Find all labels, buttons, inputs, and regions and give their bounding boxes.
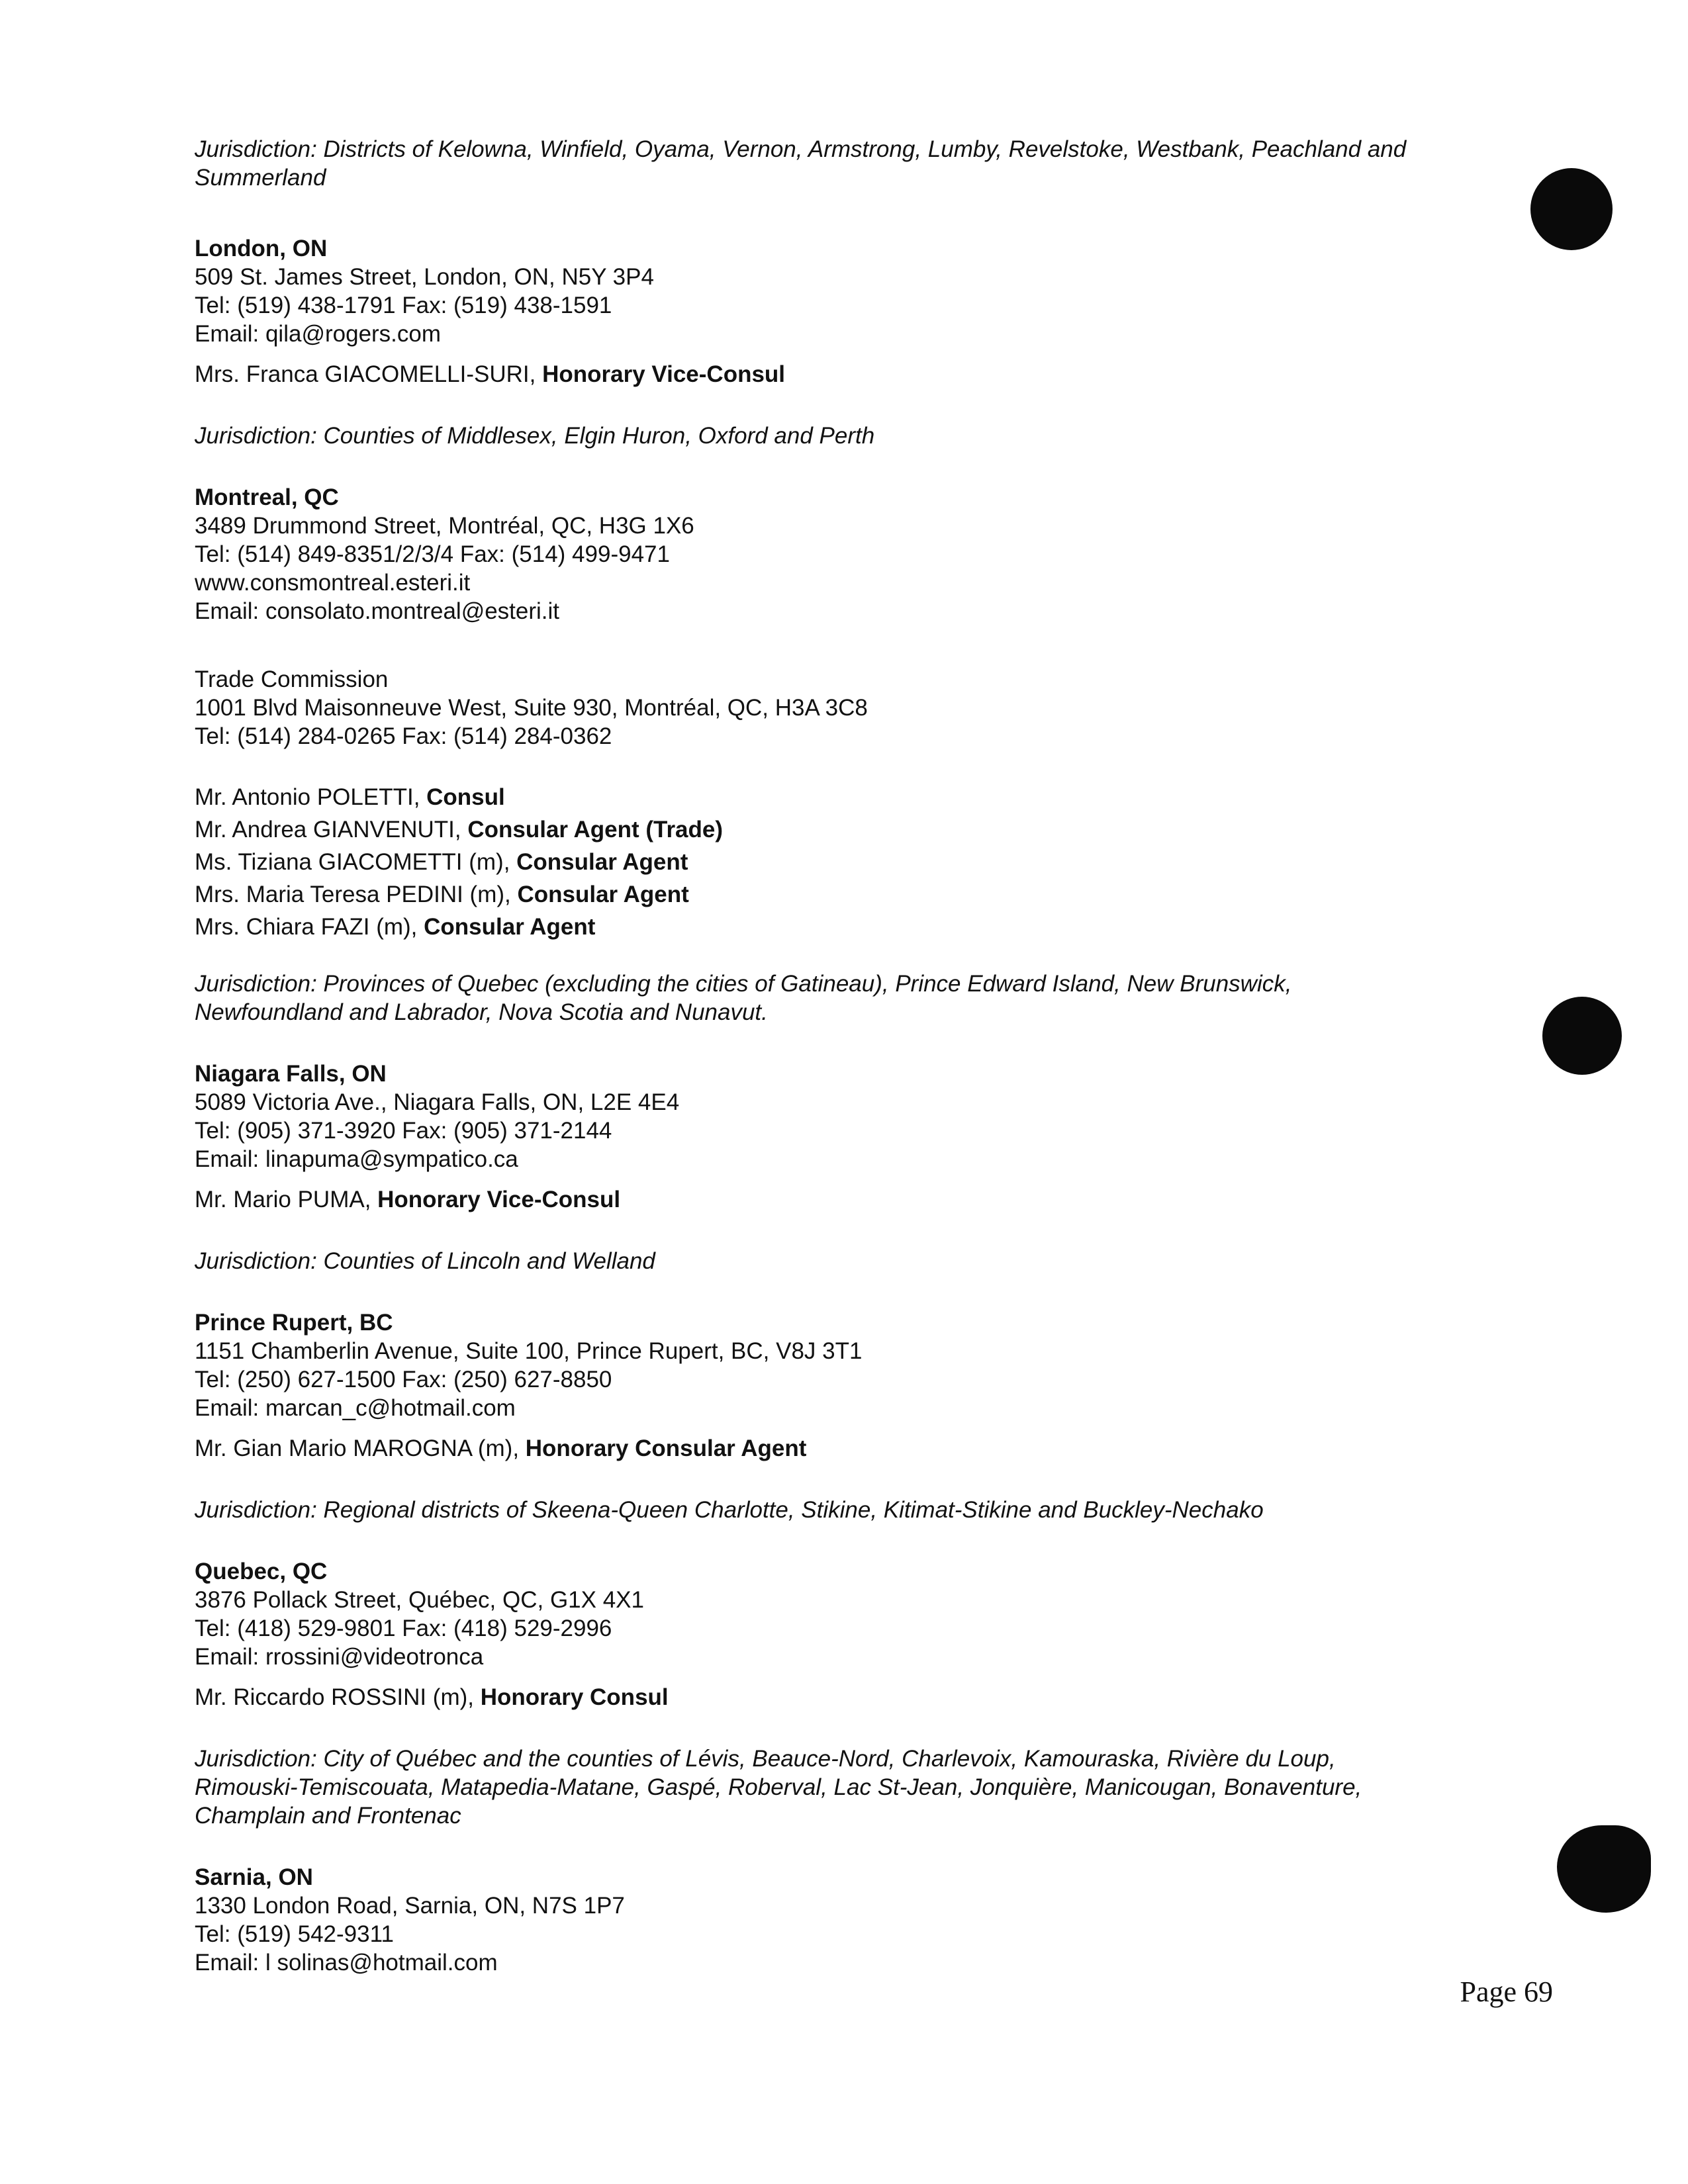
office-prince-rupert bbox=[195, 1308, 1519, 1524]
punch-hole-mark-bottom bbox=[1557, 1825, 1651, 1913]
office-email: Email: linapuma@sympatico.ca bbox=[195, 1146, 518, 1172]
office-email: Email: marcan_c@hotmail.com bbox=[195, 1395, 516, 1421]
jurisdiction-line: Jurisdiction: Districts of Kelowna, Winfield, Oyama, Vernon, Armstrong, Lumby, Revelstoke, Westbank, Peachland and bbox=[195, 136, 1407, 162]
punch-hole-mark-top bbox=[1530, 168, 1613, 250]
trade-commission-phone: Tel: (514) 284-0265 Fax: (514) 284-0362 bbox=[195, 723, 612, 749]
office-montreal bbox=[195, 483, 1519, 1026]
office-sarnia bbox=[195, 1863, 1519, 1977]
office-jurisdiction: Jurisdiction: Counties of Middlesex, Elgin Huron, Oxford and Perth bbox=[195, 423, 875, 449]
office-jurisdiction: Newfoundland and Labrador, Nova Scotia and Nunavut. bbox=[195, 999, 768, 1025]
office-city-heading: Quebec, QC bbox=[195, 1559, 328, 1584]
officer-list bbox=[195, 781, 1519, 943]
office-city-heading: Prince Rupert, BC bbox=[195, 1310, 393, 1336]
officer-entry: Mr. Antonio POLETTI, Consul bbox=[195, 784, 505, 810]
office-email: Email: qila@rogers.com bbox=[195, 321, 442, 347]
trade-commission-heading: Trade Commission bbox=[195, 666, 389, 692]
office-website: www.consmontreal.esteri.it bbox=[195, 570, 471, 596]
office-address: 5089 Victoria Ave., Niagara Falls, ON, L2E 4E4 bbox=[195, 1089, 680, 1115]
office-jurisdiction: Jurisdiction: City of Québec and the counties of Lévis, Beauce-Nord, Charlevoix, Kamouraska, Rivière du Loup, bbox=[195, 1746, 1336, 1772]
office-city-heading: London, ON bbox=[195, 236, 328, 261]
trade-commission-address: 1001 Blvd Maisonneuve West, Suite 930, Montréal, QC, H3A 3C8 bbox=[195, 695, 868, 721]
office-phone: Tel: (418) 529-9801 Fax: (418) 529-2996 bbox=[195, 1615, 612, 1641]
jurisdiction-line: Summerland bbox=[195, 165, 326, 191]
office-phone: Tel: (905) 371-3920 Fax: (905) 371-2144 bbox=[195, 1118, 612, 1144]
office-city-heading: Montreal, QC bbox=[195, 484, 339, 510]
office-phone: Tel: (519) 438-1791 Fax: (519) 438-1591 bbox=[195, 293, 612, 318]
officer-entry: Mr. Mario PUMA, Honorary Vice-Consul bbox=[195, 1187, 621, 1212]
office-quebec bbox=[195, 1557, 1519, 1830]
office-address: 1151 Chamberlin Avenue, Suite 100, Prince Rupert, BC, V8J 3T1 bbox=[195, 1338, 863, 1364]
office-city-heading: Sarnia, ON bbox=[195, 1864, 313, 1890]
office-address: 1330 London Road, Sarnia, ON, N7S 1P7 bbox=[195, 1893, 625, 1919]
office-address: 3876 Pollack Street, Québec, QC, G1X 4X1 bbox=[195, 1587, 644, 1613]
office-city-heading: Niagara Falls, ON bbox=[195, 1061, 387, 1087]
office-phone: Tel: (250) 627-1500 Fax: (250) 627-8850 bbox=[195, 1367, 612, 1392]
office-jurisdiction: Champlain and Frontenac bbox=[195, 1803, 461, 1829]
office-jurisdiction: Rimouski-Temiscouata, Matapedia-Matane, Gaspé, Roberval, Lac St-Jean, Jonquière, Manicougan, Bonaventure, bbox=[195, 1774, 1362, 1800]
office-phone: Tel: (519) 542-9311 bbox=[195, 1921, 394, 1947]
office-email: Email: consolato.montreal@esteri.it bbox=[195, 598, 560, 624]
punch-hole-mark-middle bbox=[1542, 997, 1622, 1075]
officer-entry: Mrs. Franca GIACOMELLI-SURI, Honorary Vice-Consul bbox=[195, 361, 786, 387]
officer-entry: Ms. Tiziana GIACOMETTI (m), Consular Agent bbox=[195, 849, 688, 875]
office-phone: Tel: (514) 849-8351/2/3/4 Fax: (514) 499-9471 bbox=[195, 541, 670, 567]
page-number: Page 69 bbox=[1460, 1976, 1553, 2008]
officer-entry: Mr. Gian Mario MAROGNA (m), Honorary Consular Agent bbox=[195, 1435, 807, 1461]
office-email: Email: rrossini@videotronca bbox=[195, 1644, 484, 1670]
officer-entry: Mrs. Chiara FAZI (m), Consular Agent bbox=[195, 914, 596, 940]
jurisdiction-kelowna-block bbox=[195, 135, 1519, 192]
office-address: 3489 Drummond Street, Montréal, QC, H3G 1X6 bbox=[195, 513, 694, 539]
office-london bbox=[195, 234, 1519, 450]
office-niagara-falls bbox=[195, 1060, 1519, 1275]
office-address: 509 St. James Street, London, ON, N5Y 3P4 bbox=[195, 264, 654, 290]
consulate-listing bbox=[195, 135, 1519, 1977]
office-jurisdiction: Jurisdiction: Counties of Lincoln and Welland bbox=[195, 1248, 655, 1274]
office-email: Email: l solinas@hotmail.com bbox=[195, 1950, 498, 1976]
officer-entry: Mr. Riccardo ROSSINI (m), Honorary Consul bbox=[195, 1684, 669, 1710]
officer-entry: Mrs. Maria Teresa PEDINI (m), Consular Agent bbox=[195, 882, 689, 907]
office-jurisdiction: Jurisdiction: Provinces of Quebec (excluding the cities of Gatineau), Prince Edward Island, New Brunswick, bbox=[195, 971, 1292, 997]
office-jurisdiction: Jurisdiction: Regional districts of Skeena-Queen Charlotte, Stikine, Kitimat-Stikine and Buckley-Nechako bbox=[195, 1497, 1264, 1523]
officer-entry: Mr. Andrea GIANVENUTI, Consular Agent (Trade) bbox=[195, 817, 724, 842]
